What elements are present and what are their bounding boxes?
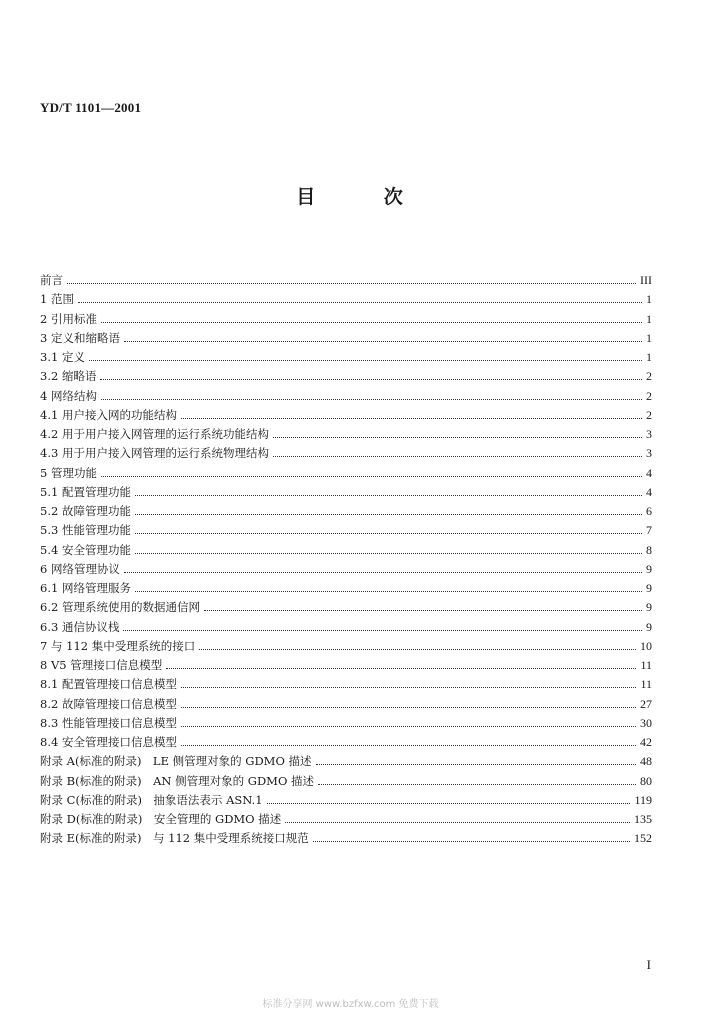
toc-entry-page: 9 (646, 561, 652, 576)
toc-entry-page: 1 (646, 350, 652, 364)
toc-dot-leader (101, 322, 642, 323)
toc-entry-page: 27 (640, 696, 652, 711)
toc-dot-leader (313, 841, 630, 842)
toc-dot-leader (181, 687, 636, 688)
toc-entry[interactable] (40, 502, 652, 521)
toc-dot-leader (204, 610, 642, 611)
toc-entry-label: 8.3 性能管理接口信息模型 (40, 715, 177, 730)
toc-entry-label: 8.1 配置管理接口信息模型 (40, 677, 177, 692)
toc-dot-leader (166, 668, 636, 669)
toc-entry-page: 9 (646, 600, 652, 615)
toc-entry[interactable] (40, 541, 652, 560)
toc-dot-leader (285, 822, 630, 823)
toc-entry-label: 附录 A(标准的附录) LE 侧管理对象的 GDMO 描述 (40, 754, 312, 769)
toc-entry-label: 8.2 故障管理接口信息模型 (40, 696, 177, 711)
toc-entry[interactable] (40, 656, 652, 675)
toc-entry-page: 119 (634, 792, 652, 807)
toc-entry-label: 附录 D(标准的附录) 安全管理的 GDMO 描述 (40, 812, 282, 826)
toc-dot-leader (124, 572, 642, 573)
toc-entry-label: 5.2 故障管理功能 (40, 504, 131, 518)
toc-entry-label: 5.1 配置管理功能 (40, 484, 131, 499)
toc-dot-leader (316, 764, 636, 765)
toc-dot-leader (123, 630, 642, 631)
toc-dot-leader (273, 437, 642, 438)
toc-entry-page: 4 (646, 465, 652, 480)
toc-entry-label: 6 网络管理协议 (40, 561, 120, 576)
toc-entry[interactable] (40, 521, 652, 540)
toc-entry-label: 6.2 管理系统使用的数据通信网 (40, 600, 200, 615)
toc-entry[interactable] (40, 714, 652, 733)
toc-entry-label: 5.3 性能管理功能 (40, 523, 131, 538)
toc-dot-leader (124, 341, 642, 342)
toc-dot-leader (181, 418, 642, 419)
toc-entry-page: 42 (640, 735, 652, 749)
toc-entry-page: 30 (640, 715, 652, 730)
page-number: I (646, 957, 651, 972)
toc-entry-label: 附录 E(标准的附录) 与 112 集中受理系统接口规范 (40, 831, 309, 846)
toc-dot-leader (89, 360, 642, 361)
document-code: YD/T 1101—2001 (40, 100, 142, 115)
toc-entry-page: III (640, 273, 652, 287)
toc-dot-leader (101, 476, 642, 477)
toc-dot-leader (78, 302, 642, 303)
toc-entry-label: 8 V5 管理接口信息模型 (40, 658, 163, 672)
toc-entry[interactable] (40, 637, 652, 656)
toc-entry[interactable] (40, 290, 652, 309)
toc-entry-page: 48 (640, 754, 652, 769)
toc-entry[interactable] (40, 425, 652, 444)
toc-entry-label: 1 范围 (40, 292, 74, 307)
toc-entry-label: 5.4 安全管理功能 (40, 542, 131, 557)
toc-dot-leader (181, 707, 636, 708)
toc-entry[interactable] (40, 829, 652, 848)
toc-entry[interactable] (40, 560, 652, 579)
toc-entry-label: 5 管理功能 (40, 465, 97, 480)
toc-entry[interactable] (40, 483, 652, 502)
toc-dot-leader (135, 533, 642, 534)
toc-dot-leader (100, 379, 642, 380)
toc-entry-label: 前言 (40, 273, 63, 287)
toc-entry-page: 135 (634, 812, 652, 826)
toc-entry-label: 6.1 网络管理服务 (40, 581, 131, 595)
toc-entry[interactable] (40, 695, 652, 714)
toc-dot-leader (135, 514, 642, 515)
toc-entry[interactable] (40, 348, 652, 367)
toc-entry-page: 152 (634, 831, 652, 846)
toc-entry-page: 9 (646, 619, 652, 634)
toc-entry-label: 7 与 112 集中受理系统的接口 (40, 638, 196, 653)
toc-entry-page: 6 (646, 504, 652, 518)
toc-entry[interactable] (40, 464, 652, 483)
toc-entry-label: 4 网络结构 (40, 388, 97, 403)
toc-entry-label: 附录 C(标准的附录) 抽象语法表示 ASN.1 (40, 792, 263, 807)
toc-entry-page: 7 (646, 523, 652, 538)
toc-entry[interactable] (40, 733, 652, 752)
toc-entry[interactable] (40, 271, 652, 290)
toc-entry[interactable] (40, 752, 652, 771)
toc-dot-leader (135, 591, 642, 592)
toc-dot-leader (135, 495, 642, 496)
page-title: 目 次 (296, 186, 405, 208)
toc-entry-label: 3 定义和缩略语 (40, 330, 120, 345)
toc-dot-leader (67, 283, 636, 284)
toc-entry[interactable] (40, 618, 652, 637)
toc-entry-page: 3 (646, 427, 652, 441)
toc-entry-label: 4.1 用户接入网的功能结构 (40, 407, 177, 422)
toc-entry-page: 11 (640, 677, 652, 692)
toc-dot-leader (199, 649, 636, 650)
toc-entry[interactable] (40, 387, 652, 406)
toc-entry[interactable] (40, 367, 652, 386)
toc-dot-leader (267, 803, 631, 804)
toc-entry-page: 10 (640, 638, 652, 653)
toc-entry-page: 1 (646, 330, 652, 345)
table-of-contents (40, 271, 652, 849)
toc-dot-leader (101, 399, 642, 400)
toc-entry-label: 附录 B(标准的附录) AN 侧管理对象的 GDMO 描述 (40, 773, 315, 788)
toc-entry[interactable] (40, 310, 652, 329)
toc-entry-page: 2 (646, 388, 652, 403)
toc-dot-leader (273, 456, 642, 457)
toc-entry-page: 1 (646, 311, 652, 326)
toc-dot-leader (181, 726, 636, 727)
toc-dot-leader (181, 745, 636, 746)
toc-entry-label: 6.3 通信协议栈 (40, 619, 120, 634)
toc-entry-page: 3 (646, 446, 652, 461)
toc-entry[interactable] (40, 444, 652, 463)
toc-entry[interactable] (40, 579, 652, 598)
toc-entry[interactable] (40, 329, 652, 348)
toc-entry-page: 11 (640, 658, 652, 672)
toc-entry-page: 2 (646, 407, 652, 422)
toc-entry[interactable] (40, 598, 652, 617)
toc-entry-label: 3.2 缩略语 (40, 369, 97, 384)
toc-entry-label: 3.1 定义 (40, 350, 85, 364)
toc-dot-leader (135, 553, 642, 554)
toc-entry-label: 4.2 用于用户接入网管理的运行系统功能结构 (40, 427, 269, 441)
toc-entry[interactable] (40, 675, 652, 694)
toc-entry-label: 4.3 用于用户接入网管理的运行系统物理结构 (40, 446, 269, 461)
toc-entry[interactable] (40, 406, 652, 425)
toc-dot-leader (318, 784, 636, 785)
toc-entry[interactable] (40, 772, 652, 791)
toc-entry-page: 8 (646, 542, 652, 557)
toc-entry[interactable] (40, 810, 652, 829)
toc-entry-page: 2 (646, 369, 652, 384)
toc-entry-page: 4 (646, 484, 652, 499)
toc-entry-page: 1 (646, 292, 652, 307)
toc-entry-label: 8.4 安全管理接口信息模型 (40, 735, 177, 749)
watermark: 标准分享网 www.bzfxw.com 免费下载 (262, 999, 439, 1010)
toc-entry-page: 80 (640, 773, 652, 788)
toc-entry-label: 2 引用标准 (40, 311, 97, 326)
toc-entry[interactable] (40, 791, 652, 810)
toc-entry-page: 9 (646, 581, 652, 595)
